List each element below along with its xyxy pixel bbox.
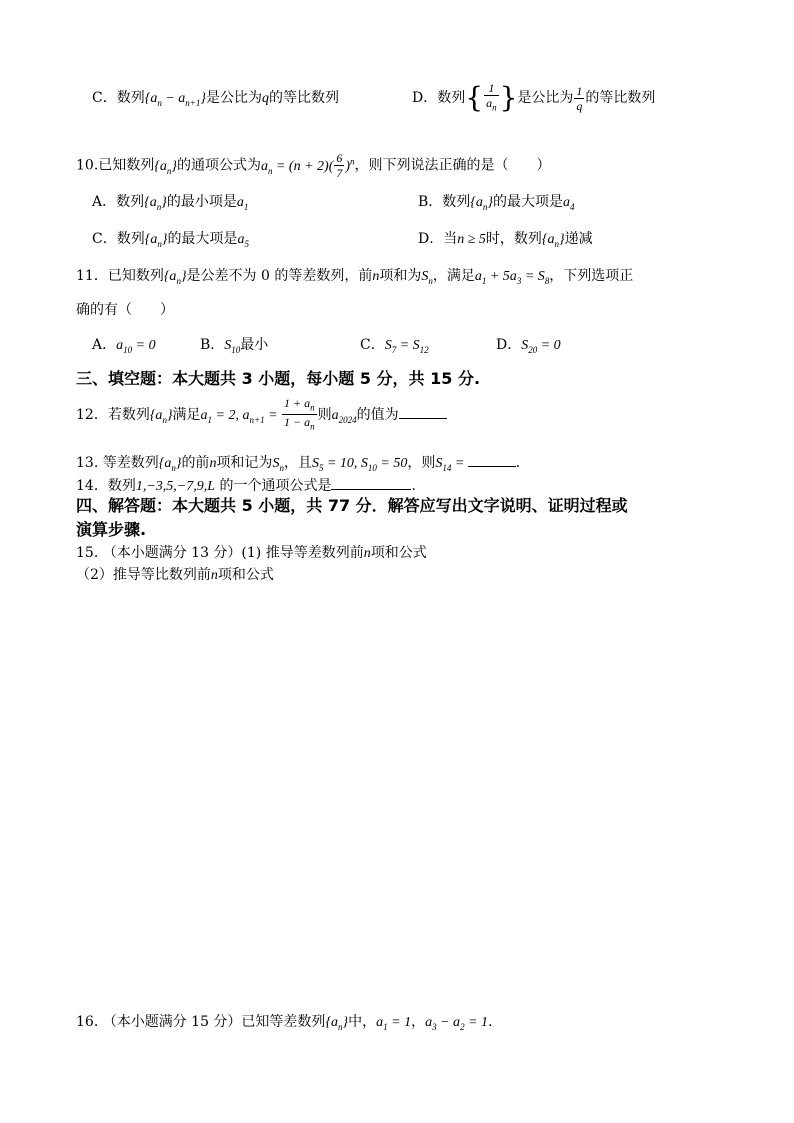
section-4-heading-line2: 演算步骤. (76, 520, 147, 539)
q10-option-d: D．当n ≥ 5时，数列$\{a_n\}$递减 (418, 231, 593, 249)
q13-answer-blank[interactable] (468, 452, 516, 467)
q12: 12．若数列$\{a_n\}$满足$a_1 = 2$, $a_{n+1}$ = $\frac{1 + a_n}{1 - a_n}$ 则$a_{2024}$的值为 (76, 396, 447, 435)
q14: 14．数列1,−3,5,−7,9,L 的一个通项公式是 . (76, 475, 416, 497)
q11-option-c: C．$S_7 = S_{12}$ (360, 337, 429, 355)
q16: 16. （本小题满分 15 分）已知等差数列$\{a_n\}$中，$a_1 = 1$，$a_3 - a_2 = 1$. (76, 1014, 493, 1032)
q10-option-a: A．数列$\{a_n\}$的最小项是$a_1$ (92, 194, 249, 212)
q11-option-b: B．$S_{10}$最小 (200, 337, 269, 355)
q10-option-b: B．数列$\{a_n\}$的最大项是$a_4$ (418, 194, 575, 212)
q9-option-d: D．数列{ $\frac{1}{a_n}$ }是公比为 $\frac{1}{q}$ 的等比数列 (412, 81, 656, 114)
q11-option-a: A．$a_{10} = 0$ (92, 337, 156, 355)
section-3-heading: 三、填空题：本大题共 3 小题，每小题 5 分，共 15 分. (76, 369, 481, 388)
q11-stem: 11．已知数列$\{a_n\}$是公差不为 0 的等差数列，前n项和为$S_n$，满足$a_1 + 5a_3 = S_8$，下列选项正 (76, 268, 634, 286)
q13: 13. 等差数列$\{a_n\}$的前n项和记为$S_n$，且$S_5 = 10$, $S_{10} = 50$，则$S_{14}$ = . (76, 452, 520, 478)
q10-option-c: C．数列$\{a_n\}$的最大项是$a_5$ (92, 231, 249, 249)
q12-answer-blank[interactable] (399, 404, 447, 419)
q15-part1: 15. （本小题满分 13 分）(1) 推导等差数列前n项和公式 (76, 545, 427, 561)
q9-option-c: C．数列$\{a_n - a_{n+1}\}$是公比为q的等比数列 (92, 90, 339, 108)
q14-answer-blank[interactable] (331, 475, 411, 490)
q15-part2: （2）推导等比数列前n项和公式 (76, 567, 274, 583)
section-4-heading: 四、解答题：本大题共 5 小题，共 77 分．解答应写出文字说明、证明过程或 (76, 496, 628, 515)
q11-option-d: D．$S_{20} = 0$ (496, 337, 561, 355)
q11-stem-line2: 确的有（ ） (76, 302, 174, 318)
q10-stem: 10.已知数列$\{a_n\}$的通项公式为$a_n = (n + 2)$( $\frac{6}{7}$ )$^n$，则下列说法正确的是（ ） (76, 151, 551, 181)
